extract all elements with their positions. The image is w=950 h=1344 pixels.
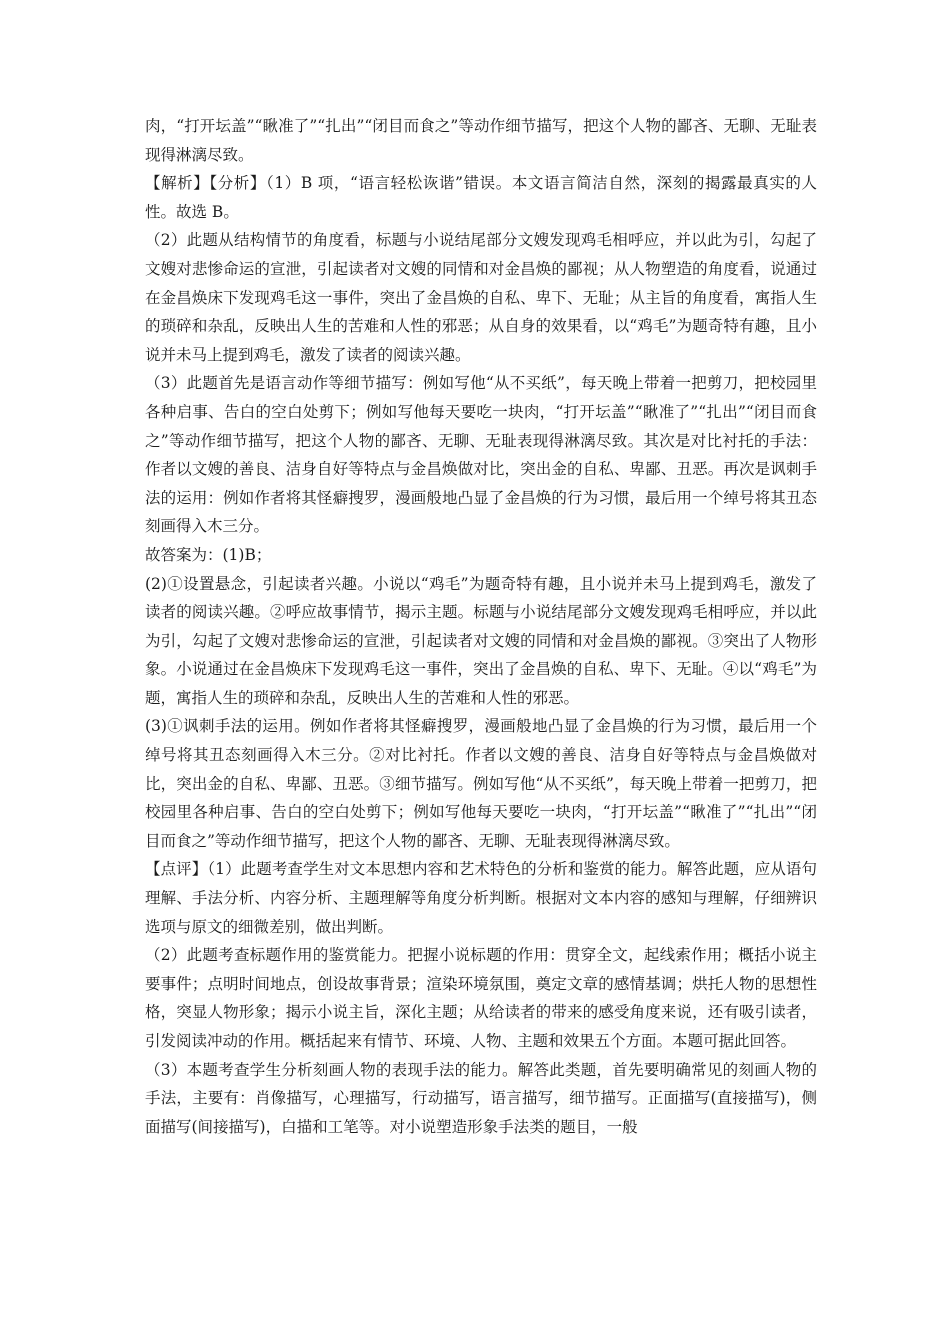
paragraph-answer-1: 故答案为：(1)B；: [145, 545, 272, 564]
paragraph-analysis-3: （3）此题首先是语言动作等细节描写：例如写他“从不买纸”，每天晚上带着一把剪刀，把校园里各种启事、告白的空白处剪下；例如写他每天要吃一块肉，“打开坛盖”“瞅准了”“扎出”“闭目而食之”等动作细节描写，把这个人物的鄙吝、无聊、无耻表现得淋漓尽致。其次是对比衬托的手法：作者以文嫂的善良、洁身自好等特点与金昌焕做对比，突出金的自私、卑鄙、丑恶。再次是讽刺手法的运用：例如作者将其怪癖搜罗，漫画般地凸显了金昌焕的行为习惯，最后用一个绰号将其丑态刻画得入木三分。: [145, 374, 817, 536]
paragraph-comment-2: （2）此题考查标题作用的鉴赏能力。把握小说标题的作用：贯穿全文，起线索作用；概括小说主要事件；点明时间地点，创设故事背景；渲染环境氛围，奠定文章的感情基调；烘托人物的思想性格，突显人物形象；揭示小说主旨，深化主题；从给读者的带来的感受角度来说，还有吸引读者，引发阅读冲动的作用。概括起来有情节、环境、人物、主题和效果五个方面。本题可据此回答。: [145, 946, 817, 1050]
document-page: [145, 112, 817, 1141]
paragraph-continuation: 肉，“打开坛盖”“瞅准了”“扎出”“闭目而食之”等动作细节描写，把这个人物的鄙吝、无聊、无耻表现得淋漓尽致。: [145, 117, 817, 164]
paragraph-analysis-1: 【解析】【分析】（1）B 项，“语言轻松诙谐”错误。本文语言简洁自然，深刻的揭露最真实的人性。故选 B。: [145, 174, 817, 221]
paragraph-answer-2: (2)①设置悬念，引起读者兴趣。小说以“鸡毛”为题奇特有趣，且小说并未马上提到鸡毛，激发了读者的阅读兴趣。②呼应故事情节，揭示主题。标题与小说结尾部分文嫂发现鸡毛相呼应，并以此为引，勾起了文嫂对悲惨命运的宣泄，引起读者对文嫂的同情和对金昌焕的鄙视。③突出了人物形象。小说通过在金昌焕床下发现鸡毛这一事件，突出了金昌焕的自私、卑下、无耻。④以“鸡毛”为题，寓指人生的琐碎和杂乱，反映出人生的苦难和人性的邪恶。: [145, 574, 817, 707]
paragraph-answer-3: (3)①讽刺手法的运用。例如作者将其怪癖搜罗，漫画般地凸显了金昌焕的行为习惯，最后用一个绰号将其丑态刻画得入木三分。②对比衬托。作者以文嫂的善良、洁身自好等特点与金昌焕做对比，突出金的自私、卑鄙、丑恶。③细节描写。例如写他“从不买纸”，每天晚上带着一把剪刀，把校园里各种启事、告白的空白处剪下；例如写他每天要吃一块肉，“打开坛盖”“瞅准了”“扎出”“闭目而食之”等动作细节描写，把这个人物的鄙吝、无聊、无耻表现得淋漓尽致。: [145, 717, 817, 850]
paragraph-analysis-2: （2）此题从结构情节的角度看，标题与小说结尾部分文嫂发现鸡毛相呼应，并以此为引，勾起了文嫂对悲惨命运的宣泄，引起读者对文嫂的同情和对金昌焕的鄙视；从人物塑造的角度看，说通过在金昌焕床下发现鸡毛这一事件，突出了金昌焕的自私、卑下、无耻；从主旨的角度看，寓指人生的琐碎和杂乱，反映出人生的苦难和人性的邪恶；从自身的效果看，以“鸡毛”为题奇特有趣，且小说并未马上提到鸡毛，激发了读者的阅读兴趣。: [145, 231, 817, 364]
paragraph-comment-1: 【点评】（1）此题考查学生对文本思想内容和艺术特色的分析和鉴赏的能力。解答此题，应从语句理解、手法分析、内容分析、主题理解等角度分析判断。根据对文本内容的感知与理解，仔细辨识选项与原文的细微差别，做出判断。: [145, 860, 817, 936]
paragraph-comment-3: （3）本题考查学生分析刻画人物的表现手法的能力。解答此类题，首先要明确常见的刻画人物的手法，主要有：肖像描写，心理描写，行动描写，语言描写，细节描写。正面描写(直接描写)，侧面描写(间接描写)，白描和工笔等。对小说塑造形象手法类的题目，一般: [145, 1060, 817, 1136]
